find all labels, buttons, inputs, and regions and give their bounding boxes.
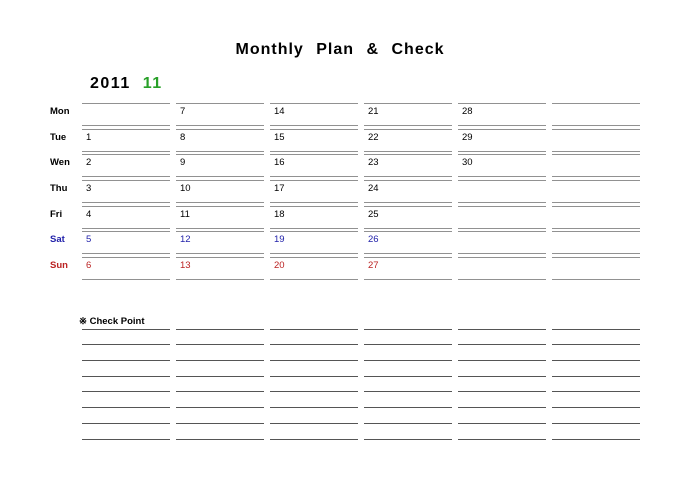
check-line [364,392,452,408]
calendar-cell: 7 [176,103,264,126]
day-label-sat: Sat [50,234,65,246]
check-line [176,408,264,424]
calendar-cell: 9 [176,154,264,177]
calendar-cell [458,231,546,254]
calendar-cell [552,103,640,126]
check-line [176,314,264,330]
day-label-sun: Sun [50,260,68,272]
check-line [364,330,452,346]
check-line [270,330,358,346]
page-title: Monthly Plan & Check [235,41,445,58]
calendar-cell: 3 [82,180,170,203]
check-line [270,314,358,330]
check-line [552,392,640,408]
day-label-mon: Mon [50,106,70,117]
check-line [458,377,546,393]
calendar-cell [458,206,546,229]
calendar-cell: 28 [458,103,546,126]
check-line [270,408,358,424]
check-line [270,345,358,361]
check-line [270,361,358,377]
calendar-cell [82,103,170,126]
check-line [458,408,546,424]
check-line [176,392,264,408]
check-line [79,314,170,330]
check-line [270,377,358,393]
check-line [458,392,546,408]
check-line [364,424,452,440]
day-label-wen: Wen [50,157,70,169]
check-line [458,345,546,361]
day-label-thu: Thu [50,183,68,195]
check-line [176,330,264,346]
calendar-cell: 8 [176,129,264,152]
calendar-cell: 4 [82,206,170,229]
check-line [270,424,358,440]
check-line [552,361,640,377]
calendar-cell [552,257,640,280]
year-month-header [90,75,163,93]
check-line [458,361,546,377]
calendar-grid [46,103,640,280]
calendar-cell: 26 [364,231,452,254]
calendar-cell: 16 [270,154,358,177]
check-line [82,361,170,377]
check-line [82,377,170,393]
calendar-cell [552,154,640,177]
calendar-cell: 1 [82,129,170,152]
check-line [458,330,546,346]
calendar-cell: 15 [270,129,358,152]
calendar-cell: 27 [364,257,452,280]
calendar-cell: 5 [82,231,170,254]
calendar-cell: 20 [270,257,358,280]
calendar-cell: 18 [270,206,358,229]
calendar-cell: 22 [364,129,452,152]
calendar-cell: 24 [364,180,452,203]
calendar-cell [552,129,640,152]
calendar-cell: 21 [364,103,452,126]
check-line [552,345,640,361]
check-line [176,345,264,361]
check-point-label: ※ Check Point [79,316,145,328]
calendar-cell: 14 [270,103,358,126]
check-line [364,314,452,330]
calendar-cell: 10 [176,180,264,203]
check-line [82,345,170,361]
calendar-cell: 29 [458,129,546,152]
calendar-cell: 30 [458,154,546,177]
check-line [176,424,264,440]
check-line [176,377,264,393]
day-label-fri: Fri [50,208,63,220]
check-line [82,330,170,346]
check-line [364,345,452,361]
check-line [552,408,640,424]
check-point-grid [79,314,640,440]
calendar-cell [458,180,546,203]
check-line [270,392,358,408]
check-line [552,314,640,330]
check-line [82,424,170,440]
calendar-cell: 25 [364,206,452,229]
calendar-cell: 19 [270,231,358,254]
calendar-cell [552,206,640,229]
calendar-cell: 23 [364,154,452,177]
calendar-cell: 6 [82,257,170,280]
calendar-cell [552,180,640,203]
check-line [364,377,452,393]
calendar-cell [458,257,546,280]
day-label-tue: Tue [50,131,67,143]
calendar-cell: 2 [82,154,170,177]
check-line [458,424,546,440]
month-label: 11 [142,75,163,92]
check-line [552,377,640,393]
check-line [552,330,640,346]
year-label: 2011 [90,75,131,92]
calendar-cell: 17 [270,180,358,203]
check-line [82,392,170,408]
calendar-cell [552,231,640,254]
check-line [458,314,546,330]
check-line [364,361,452,377]
calendar-cell: 13 [176,257,264,280]
calendar-cell: 12 [176,231,264,254]
check-line [552,424,640,440]
check-line [364,408,452,424]
calendar-cell: 11 [176,206,264,229]
check-line [176,361,264,377]
check-line [82,408,170,424]
